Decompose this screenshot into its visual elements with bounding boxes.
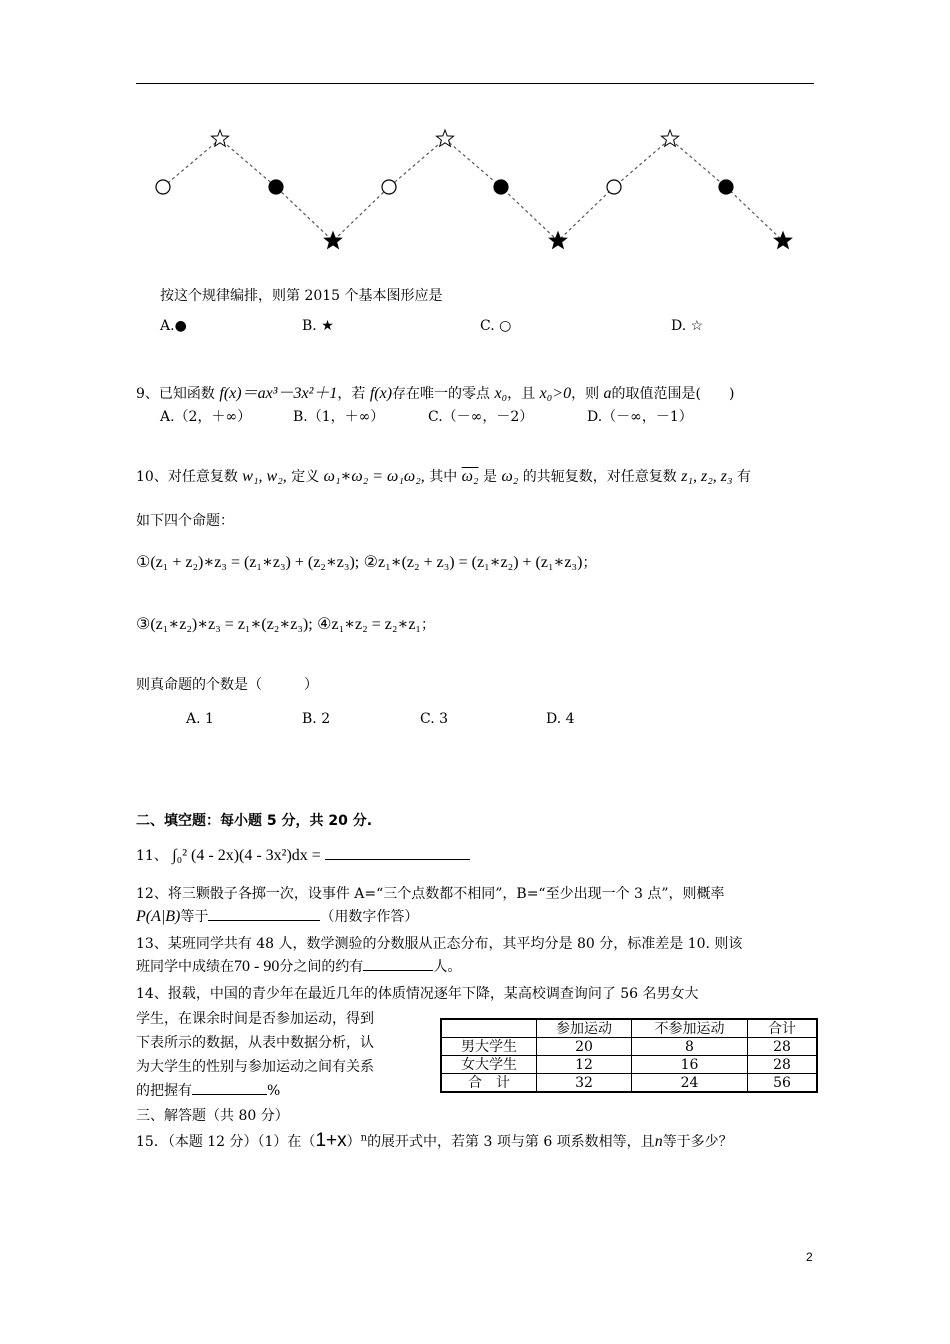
filled-circle-shape <box>494 180 508 194</box>
q14-line1: 14、报载，中国的青少年在最近几年的体质情况逐年下降，某高校调查询问了 56 名男女大 <box>136 986 699 1002</box>
table-cell: 合计 <box>748 1019 818 1038</box>
q10-option-b: B. 2 <box>302 711 331 727</box>
q10-stem-line1: 10、对任意复数 w₁, w₂, 定义 ω₁∗ω₂ = ω₁ω₂, 其中 ω₂ 是 ω₂ 的共轭复数，对任意复数 z₁, z₂, z₃ 有 <box>136 468 752 485</box>
q14-line2: 学生，在课余时间是否参加运动，得到 <box>136 1011 374 1027</box>
table-cell: 12 <box>537 1056 632 1074</box>
table-cell <box>441 1019 537 1038</box>
q10-stem-line2: 如下四个命题： <box>136 513 234 529</box>
hollow-circle-shape <box>382 180 396 194</box>
table-cell: 32 <box>537 1074 632 1093</box>
q10-prop-1-2: ①(z₁ + z₂)∗z₃ = (z₁∗z₃) + (z₂∗z₃); ②z₁∗(z₂ + z₃) = (z₁∗z₂) + (z₁∗z₃)； <box>136 552 597 571</box>
q8-option-c: C. ○ <box>480 318 512 334</box>
table-cell: 28 <box>748 1056 818 1074</box>
table-cell: 56 <box>748 1074 818 1093</box>
q9-option-b: B.（1，＋∞） <box>293 409 385 425</box>
table-cell: 24 <box>632 1074 748 1093</box>
q14-line5: 的把握有 % <box>136 1080 280 1100</box>
table-cell: 28 <box>748 1038 818 1056</box>
hollow-circle-shape <box>156 180 170 194</box>
q10-option-a: A. 1 <box>186 711 214 727</box>
q8-option-b: B. ★ <box>302 318 334 334</box>
q11: 11、 ∫₀² (4 - 2x)(4 - 3x²)dx = <box>136 845 470 865</box>
page-number: 2 <box>806 1250 813 1264</box>
q14-line3: 下表所示的数据，从表中数据分析，认 <box>136 1035 374 1051</box>
q10-option-c: C. 3 <box>420 711 449 727</box>
table-cell: 女大学生 <box>441 1056 537 1074</box>
table-row <box>441 1038 817 1056</box>
section3-title: 三、解答题（共 80 分） <box>136 1108 289 1124</box>
q12-line1: 12、将三颗骰子各掷一次，设事件 A=“三个点数都不相同”，B=“至少出现一个 3 点”，则概率 <box>136 886 725 902</box>
filled-star-shape <box>549 232 566 248</box>
table-cell: 8 <box>632 1038 748 1056</box>
table-cell: 合 计 <box>441 1074 537 1093</box>
zigzag-line <box>163 139 783 241</box>
filled-circle-shape <box>269 180 283 194</box>
q9-option-c: C.（－∞，－2） <box>428 409 534 425</box>
table-row <box>441 1074 817 1093</box>
table-cell: 参加运动 <box>537 1019 632 1038</box>
q9-stem: 9、已知函数 f(x)＝ax³－3x²＋1，若 f(x)存在唯一的零点 x₀，且 x₀>0，则 a的取值范围是( ) <box>136 385 735 402</box>
q12-line2: P(A|B)等于 （用数字作答） <box>136 908 419 925</box>
q13-line2: 班同学中成绩在70 - 90分之间的约有 人。 <box>136 958 462 975</box>
section2-title: 二、填空题：每小题 5 分，共 20 分. <box>136 813 373 829</box>
q10-option-d: D. 4 <box>546 711 575 727</box>
q8-stem: 按这个规律编排，则第 2015 个基本图形应是 <box>160 288 443 304</box>
contingency-table <box>440 1018 818 1093</box>
filled-star-shape <box>774 232 791 248</box>
q10-prop-3-4: ③(z₁∗z₂)∗z₃ = z₁∗(z₂∗z₃); ④z₁∗z₂ = z₂∗z₁； <box>136 614 435 633</box>
hollow-circle-shape <box>607 180 621 194</box>
table-header-row <box>441 1019 817 1038</box>
q8-option-d: D. ☆ <box>671 318 704 334</box>
header-rule <box>136 83 814 84</box>
q10-ask: 则真命题的个数是（ ） <box>136 677 318 693</box>
table-cell: 不参加运动 <box>632 1019 748 1038</box>
table-cell: 20 <box>537 1038 632 1056</box>
q14-line4: 为大学生的性别与参加运动之间有关系 <box>136 1059 374 1075</box>
q15: 15．（本题 12 分）（1）在$(1+x)^n$的展开式中，若第 3 项与第 6 项系数相等，且n等于多少？ <box>136 1130 733 1151</box>
q9-option-a: A.（2，＋∞） <box>160 409 252 425</box>
q9-option-d: D.（－∞，－1） <box>587 409 693 425</box>
q8-option-a: A.● <box>160 318 187 334</box>
q13-line1: 13、某班同学共有 48 人，数学测验的分数服从正态分布，其平均分是 80 分，标准差是 10. 则该 <box>136 936 743 952</box>
pattern-figure <box>150 125 800 255</box>
filled-circle-shape <box>719 180 733 194</box>
table-cell: 16 <box>632 1056 748 1074</box>
table-row <box>441 1056 817 1074</box>
table-cell: 男大学生 <box>441 1038 537 1056</box>
